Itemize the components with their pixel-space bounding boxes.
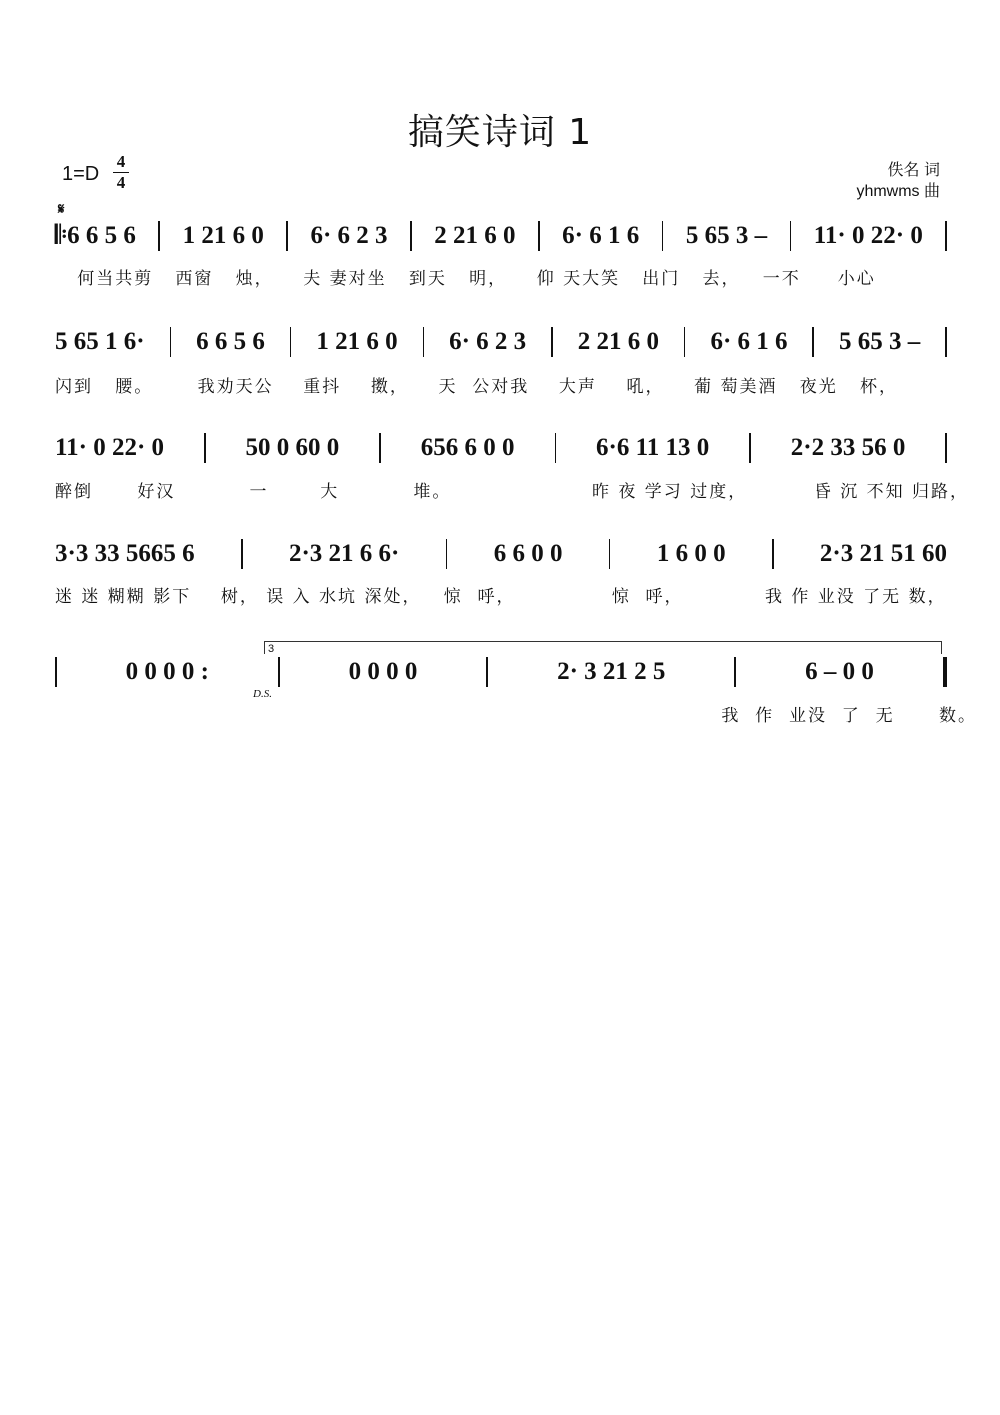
measure: 2·3 21 6 6·: [288, 540, 400, 567]
barline: [290, 327, 292, 357]
measure: 2 21 6 0: [577, 328, 659, 355]
lyrics-line-4: 迷 迷 糊糊 影下 树， 误 入 水坑 深处， 惊 呼， 惊 呼， 我 作 业没 了无 数，: [55, 587, 947, 607]
key-signature: 1=D: [62, 163, 100, 185]
measure: 6 – 0 0: [805, 658, 874, 685]
barline: [945, 433, 947, 463]
final-barline: [943, 657, 947, 687]
measure: 1 21 6 0: [182, 222, 264, 249]
lyrics-line-1: 何当共剪 西窗 烛， 夫 妻对坐 到天 明， 仰 天大笑 出门 去， 一不 小心: [55, 269, 876, 289]
music-line-3: [55, 428, 947, 468]
barline: [812, 327, 814, 357]
measure: 1 21 6 0: [316, 328, 398, 355]
barline: [538, 221, 540, 251]
dal-segno-marking: D.S.: [253, 688, 272, 700]
barline: [379, 433, 381, 463]
measure: 50 0 60 0: [245, 434, 340, 461]
lyricist-credit: 佚名 词: [887, 162, 940, 179]
barline: [158, 221, 160, 251]
lyrics-line-2: 闪到 腰。 我劝天公 重抖 擞， 天 公对我 大声 吼， 葡 萄美酒 夜光 杯，: [55, 377, 898, 397]
measure: 5 65 1 6·: [55, 328, 145, 355]
song-title: 搞笑诗词 1: [407, 112, 593, 153]
measure: 2· 3 21 2 5: [557, 658, 666, 685]
barline: [423, 327, 425, 357]
measure: 6· 6 2 3: [310, 222, 388, 249]
barline: [446, 539, 448, 569]
barline: [241, 539, 243, 569]
lyrics-line-5: 我 作 业没 了 无 数。: [55, 706, 977, 726]
lyrics-line-3: 醉倒 好汉 一 大 堆。 昨 夜 学习 过度， 昏 沉 不知 归路，: [55, 482, 970, 502]
barline: [945, 327, 947, 357]
music-line-1: [55, 216, 947, 256]
measure: 656 6 0 0: [420, 434, 515, 461]
measure: 2·3 21 51 60: [819, 540, 947, 567]
segno-sign: 𝄋: [58, 200, 65, 218]
barline: [486, 657, 488, 687]
barline: [790, 221, 792, 251]
barline: [945, 221, 947, 251]
measure: 6·6 11 13 0: [596, 434, 710, 461]
barline: [749, 433, 751, 463]
barline: [170, 327, 172, 357]
barline: [662, 221, 664, 251]
barline: [555, 433, 557, 463]
measure: 11· 0 22· 0: [55, 434, 165, 461]
measure: 6 6 5 6: [196, 328, 265, 355]
barline: [55, 657, 57, 687]
measure: 2 21 6 0: [434, 222, 516, 249]
measure: 5 65 3 –: [685, 222, 768, 249]
measure: 6· 6 2 3: [449, 328, 527, 355]
measure: 𝄆6 6 5 6: [55, 222, 136, 249]
barline: [772, 539, 774, 569]
composer-credit: yhmwms 曲: [856, 183, 940, 200]
barline: [551, 327, 553, 357]
time-signature-top: 4: [116, 152, 126, 171]
measure: 0 0 0 0: [348, 658, 418, 685]
measure: 11· 0 22· 0: [813, 222, 923, 249]
barline: [278, 657, 280, 687]
music-line-2: [55, 322, 947, 362]
volta-number: 3: [268, 643, 275, 655]
barline: [204, 433, 206, 463]
measure: 3·3 33 5665 6: [55, 540, 195, 567]
barline: [684, 327, 686, 357]
music-line-5: [55, 652, 947, 692]
barline: [609, 539, 611, 569]
measure: 0 0 0 0 :: [125, 658, 209, 685]
music-line-4: [55, 534, 947, 574]
measure: 6 6 0 0: [493, 540, 563, 567]
measure: 6· 6 1 6: [562, 222, 640, 249]
measure: 1 6 0 0: [656, 540, 726, 567]
barline: [286, 221, 288, 251]
barline: [410, 221, 412, 251]
time-signature-bottom: 4: [116, 173, 126, 192]
barline: [734, 657, 736, 687]
time-signature: [112, 152, 130, 193]
measure: 6· 6 1 6: [710, 328, 788, 355]
measure: 2·2 33 56 0: [790, 434, 906, 461]
measure: 5 65 3 –: [839, 328, 921, 355]
